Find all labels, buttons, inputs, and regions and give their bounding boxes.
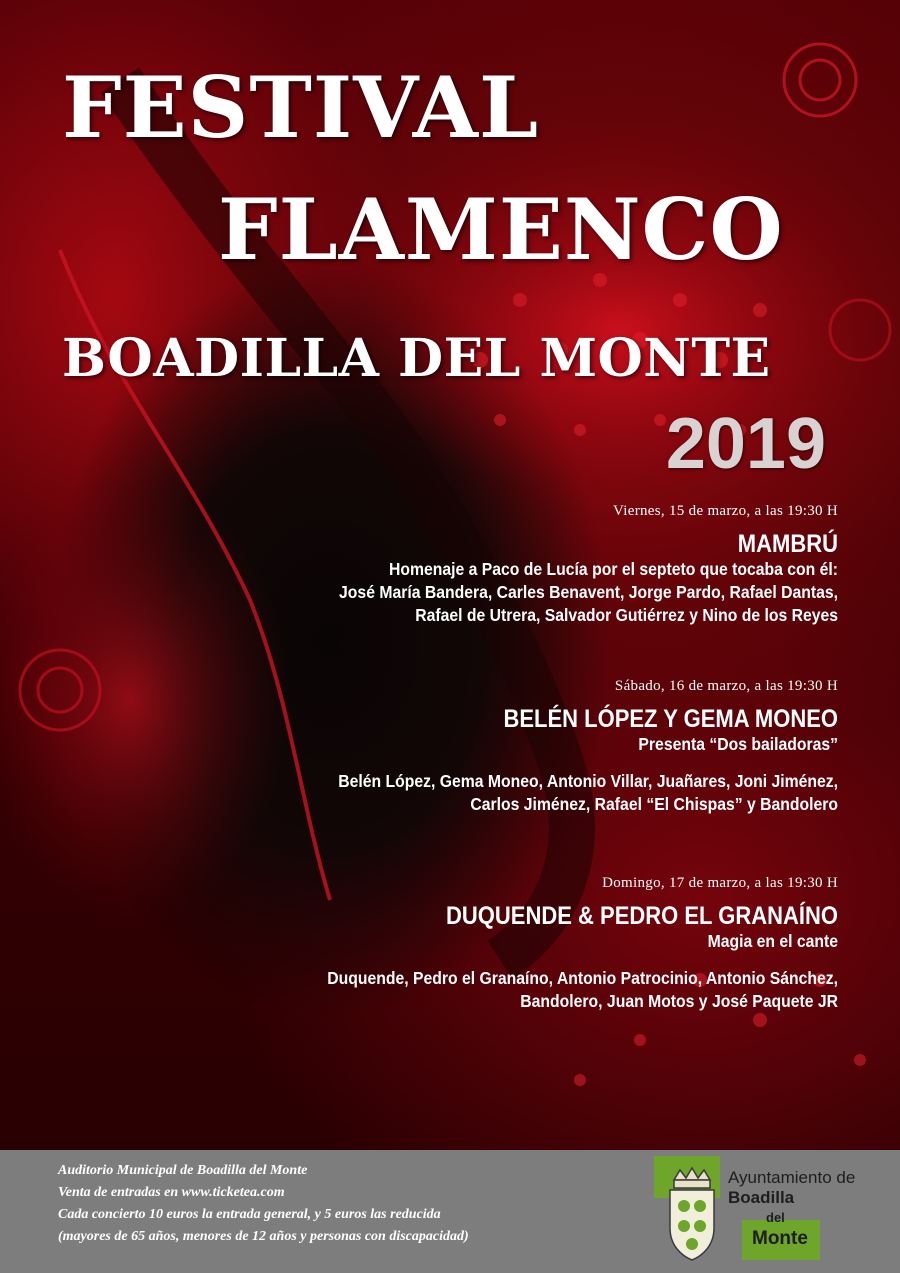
- event-artists-line: Carlos Jiménez, Rafael “El Chispas” y Bandolero: [470, 794, 838, 814]
- venue-line: Auditorio Municipal de Boadilla del Monte: [58, 1163, 308, 1178]
- logo-text-ayuntamiento: Ayuntamiento de: [728, 1168, 856, 1187]
- event-artists-line: José María Bandera, Carles Benavent, Jorge Pardo, Rafael Dantas,: [339, 582, 838, 602]
- price-line: Cada concierto 10 euros la entrada general, y 5 euros las reducida: [58, 1207, 441, 1222]
- event-headliner: DUQUENDE & PEDRO EL GRANAÍNO: [446, 902, 838, 930]
- event-2: [198, 677, 838, 816]
- title-festival: FESTIVAL: [62, 58, 540, 157]
- discount-line: (mayores de 65 años, menores de 12 años y personas con discapacidad): [58, 1229, 469, 1244]
- logo-text-boadilla: Boadilla: [728, 1188, 795, 1207]
- rose-icon: [784, 44, 856, 116]
- title-location: BOADILLA DEL MONTE: [62, 328, 771, 389]
- event-date: Viernes, 15 de marzo, a las 19:30 H: [613, 503, 838, 519]
- event-subtitle: Magia en el cante: [707, 931, 838, 951]
- event-date: Sábado, 16 de marzo, a las 19:30 H: [614, 678, 838, 694]
- festival-year: 2019: [665, 404, 826, 484]
- coat-of-arms-icon: [664, 1166, 720, 1262]
- title-flamenco: FLAMENCO: [218, 180, 784, 279]
- event-date: Domingo, 17 de marzo, a las 19:30 H: [602, 875, 838, 891]
- venue-info: [58, 1160, 469, 1248]
- tickets-line: Venta de entradas en www.ticketea.com: [58, 1185, 285, 1200]
- event-artists-line: Rafael de Utrera, Salvador Gutiérrez y Nino de los Reyes: [415, 605, 838, 625]
- event-artists-line: Homenaje a Paco de Lucía por el septeto que tocaba con él:: [388, 559, 838, 579]
- event-artists-line: Belén López, Gema Moneo, Antonio Villar, Juañares, Joni Jiménez,: [338, 771, 838, 791]
- footer-bar: [0, 1150, 900, 1273]
- event-1: [198, 502, 838, 627]
- event-3: [198, 874, 838, 1013]
- ayuntamiento-logo: [654, 1156, 894, 1268]
- event-headliner: MAMBRÚ: [737, 530, 838, 558]
- logo-text-del: del: [766, 1210, 785, 1225]
- event-artists-line: Bandolero, Juan Motos y José Paquete JR: [520, 991, 838, 1011]
- event-artists-line: Duquende, Pedro el Granaíno, Antonio Patrocinio, Antonio Sánchez,: [327, 968, 838, 988]
- logo-text-monte: Monte: [752, 1228, 808, 1249]
- event-subtitle: Presenta “Dos bailadoras”: [638, 734, 838, 754]
- event-headliner: BELÉN LÓPEZ Y GEMA MONEO: [503, 705, 838, 733]
